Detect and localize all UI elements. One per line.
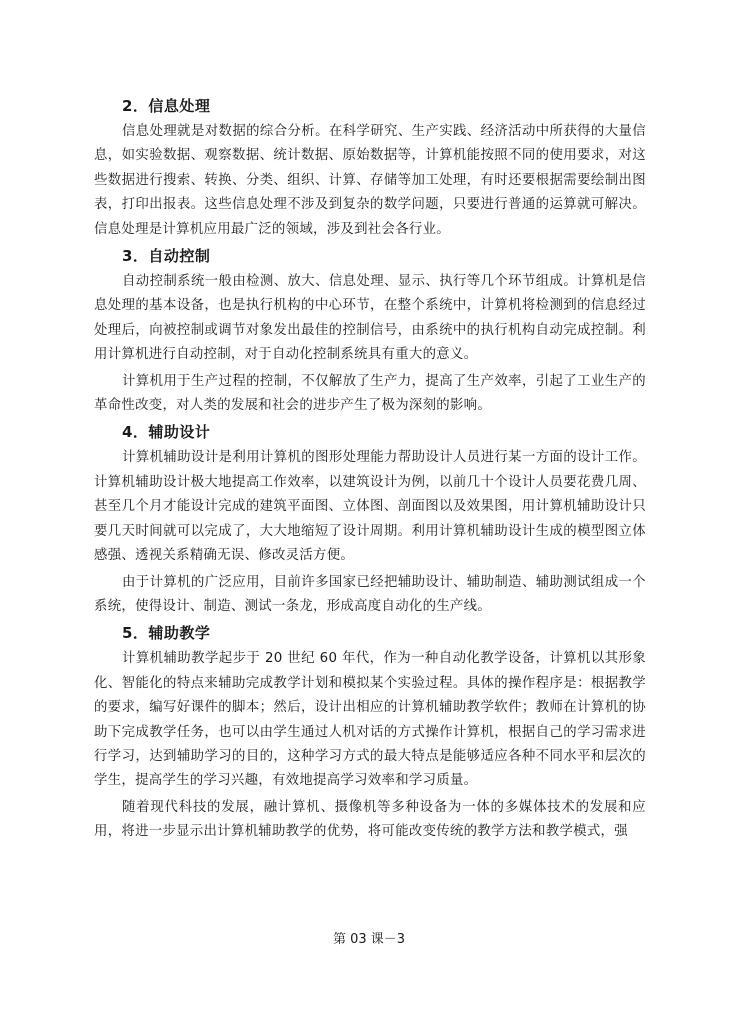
paragraph: 由于计算机的广泛应用，目前许多国家已经把辅助设计、辅助制造、辅助测试组成一个系统，使得设计、制造、测试一条龙，形成高度自动化的生产线。 [94,574,646,614]
paragraph: 随着现代科技的发展，融计算机、摄像机等多种设备为一体的多媒体技术的发展和应用，将进一步显示出计算机辅助教学的优势，将可能改变传统的教学方法和教学模式，强 [94,799,646,840]
document-page [94,94,646,847]
section-heading: 2．信息处理 [122,97,211,115]
section-heading: 3．自动控制 [122,247,211,266]
paragraph: 计算机辅助教学起步于 20 世纪 60 年代，作为一种自动化教学设备，计算机以其形象化、智能化的特点来辅助完成教学计划和模拟某个实验过程。具体的操作程序是：根据教学的要求，编写好课件的脚本；然后，设计出相应的计算机辅助教学软件；教师在计算机的协助下完成教学任务，也可以由学生通过人机对话的方式操作计算机，根据自己的学习需求进行学习，达到辅助学习的目的，这种学习方式的最大特点是能够适应各种不同水平和层次的学生，提高学生的学习兴趣，有效地提高学习效率和学习质量。 [94,651,646,789]
paragraph: 计算机辅助设计是利用计算机的图形处理能力帮助设计人员进行某一方面的设计工作。计算机辅助设计极大地提高工作效率，以建筑设计为例，以前几十个设计人员要花费几周、甚至几个月才能设计完成的建筑平面图、立体图、剖面图以及效果图，用计算机辅助设计只要几天时间就可以完成了，大大地缩短了设计周期。利用计算机辅助设计生成的模型图立体感强、透视关系精确无误、修改灵活方便。 [94,450,646,564]
section-heading: 5．辅助教学 [122,624,211,643]
section-computer-aided-instruction [94,621,646,844]
paragraph: 自动控制系统一般由检测、放大、信息处理、显示、执行等几个环节组成。计算机是信息处理的基本设备，也是执行机构的中心环节，在整个系统中，计算机将检测到的信息经过处理后，向被控制或调节对象发出最佳的控制信号，由系统中的执行机构自动完成控制。利用计算机进行自动控制，对于自动化控制系统具有重大的意义。 [94,274,646,363]
paragraph: 计算机用于生产过程的控制，不仅解放了生产力，提高了生产效率，引起了工业生产的革命性改变，对人类的发展和社会的进步产生了极为深刻的影响。 [94,373,646,414]
page-footer: 第 03 课－3 [332,932,406,947]
paragraph: 信息处理就是对数据的综合分析。在科学研究、生产实践、经济活动中所获得的大量信息，如实验数据、观察数据、统计数据、原始数据等，计算机能按照不同的使用要求，对这些数据进行搜索、转换、分类、组织、计算、存储等加工处理，有时还要根据需要绘制出图表，打印出报表。这些信息处理不涉及到复杂的数学问题，只要进行普通的运算就可解决。信息处理是计算机应用最广泛的领域，涉及到社会各行业。 [94,124,646,237]
section-heading: 4．辅助设计 [122,423,211,442]
section-automatic-control [94,244,646,418]
section-information-processing [94,94,646,242]
section-computer-aided-design [94,420,646,619]
